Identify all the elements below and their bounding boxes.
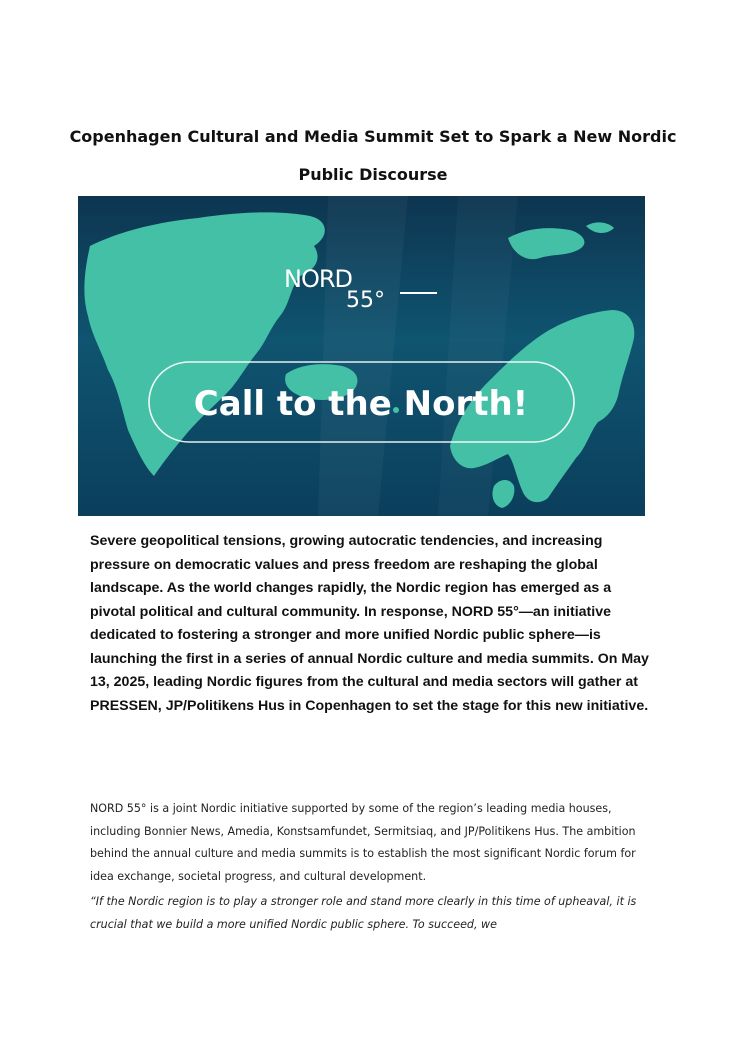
body-paragraph: NORD 55° is a joint Nordic initiative supported by some of the region’s leading media houses, including Bonnier News, Amedia, Konstsamfundet, Sermitsiaq, and JP/Politikens Hus. The ambition behind the annual culture and media summits is to establish the most significant Nordic forum for idea exchange, societal progress, and cultural development. [90,802,636,883]
logo-word: NORD [284,265,352,293]
quote-paragraph: “If the Nordic region is to play a stronger role and stand more clearly in this time of upheaval, it is crucial that we build a more unified Nordic public sphere. To succeed, we [90,895,637,931]
page-title [60,118,686,194]
logo-number: 55° [346,288,385,313]
page-title-line-2: Public Discourse [298,165,448,184]
hero-tagline: Call to the North! [193,384,529,424]
hero-image [78,196,645,516]
lead-paragraph: Severe geopolitical tensions, growing autocratic tendencies, and increasing pressure on democratic values and press freedom are reshaping the global landscape. As the world changes rapidly, the Nordic region has emerged as a pivotal political and cultural community. In response, NORD 55°—an initiative dedicated to fostering a stronger and more unified Nordic public sphere—is launching the first in a series of annual Nordic culture and media summits. On May 13, 2025, leading Nordic figures from the cultural and media sectors will gather at PRESSEN, JP/Politikens Hus in Copenhagen to set the stage for this new initiative. [90,533,649,714]
page-title-line-1: Copenhagen Cultural and Media Summit Set to Spark a New Nordic [69,127,677,146]
